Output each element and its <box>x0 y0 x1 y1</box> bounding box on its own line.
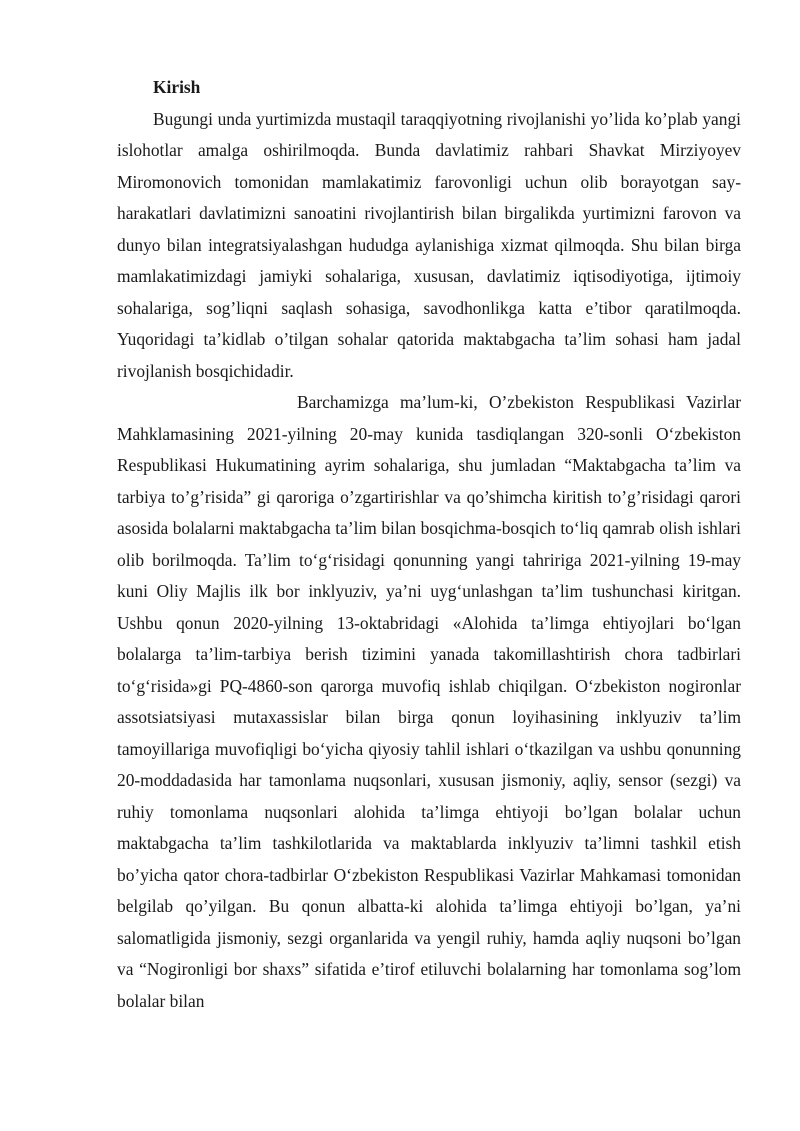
section-heading: Kirish <box>153 77 201 97</box>
paragraph-legislation: Barchamizga ma’lum-ki, O’zbekiston Respublikasi Vazirlar Mahklamasining 2021-yilning 20-may kunida tasdiqlangan 320-sonli O‘zbekiston Respublikasi Hukumatining ayrim sohalariga, shu jumladan “Maktabgacha ta’lim va tarbiya to’g’risida” gi qaroriga o’zgartirishlar va qo’shimcha kiritish to’g’risidagi qarori asosida bolalarni maktabgacha ta’lim bilan bosqichma-bosqich to‘liq qamrab olish ishlari olib borilmoqda. Ta’lim to‘g‘risidagi qonunning yangi tahririga 2021-yilning 19-may kuni Oliy Majlis ilk bor inklyuziv, ya’ni uyg‘unlashgan ta’lim tushunchasi kiritgan. Ushbu qonun 2020-yilning 13-oktabridagi «Alohida ta’limga ehtiyojlari bo‘lgan bolalarga ta’lim-tarbiya berish tizimini yanada takomillashtirish chora tadbirlari to‘g‘risida»gi PQ-4860-son qarorga muvofiq ishlab chiqilgan. O‘zbekiston nogironlar assotsiatsiyasi mutaxassislar bilan birga qonun loyihasining inklyuziv ta’lim tamoyillariga muvofiqligi bo‘yicha qiyosiy tahlil ishlari o‘tkazilgan va ushbu qonunning 20-moddadasida har tamonlama nuqsonlari, xususan jismoniy, aqliy, sensor (sezgi) va ruhiy tomonlama nuqsonlari alohida ta’limga ehtiyoji bo’lgan bolalar uchun maktabgacha ta’lim tashkilotlarida va maktablarda inklyuziv ta’limni tashkil etish bo’yicha qator chora-tadbirlar O‘zbekiston Respublikasi Vazirlar Mahkamasi tomonidan belgilab qo’yilgan. Bu qonun albatta-ki alohida ta’limga ehtiyoji bo’lgan, ya’ni salomatligida jismoniy, sezgi organlarida va yengil ruhiy, hamda aqliy nuqsoni bo’lgan va “Nogironligi bor shaxs” sifatida e’tirof etiluvchi bolalarning har tomonlama sog’lom bolalar bilan <box>117 392 741 1011</box>
paragraph-intro: Bugungi unda yurtimizda mustaqil taraqqiyotning rivojlanishi yo’lida ko’plab yangi islohotlar amalga oshirilmoqda. Bunda davlatimiz rahbari Shavkat Mirziyoyev Miromonovich tomonidan mamlakatimiz farovonligi uchun olib borayotgan say-harakatlari davlatimizni sanoatini rivojlantirish bilan birgalikda yurtimizni farovon va dunyo bilan integratsiyalashgan hududga aylanishiga xizmat qilmoqda. Shu bilan birga mamlakatimizdagi jamiyki sohalariga, xususan, davlatimiz iqtisodiyotiga, ijtimoiy sohalariga, sog’liqni saqlash sohasiga, savodhonlikga katta e’tibor qaratilmoqda. Yuqoridagi ta’kidlab o’tilgan sohalar qatorida maktabgacha ta’lim sohasi ham jadal rivojlanish bosqichidadir. <box>117 108 741 381</box>
page-content <box>117 72 741 1017</box>
